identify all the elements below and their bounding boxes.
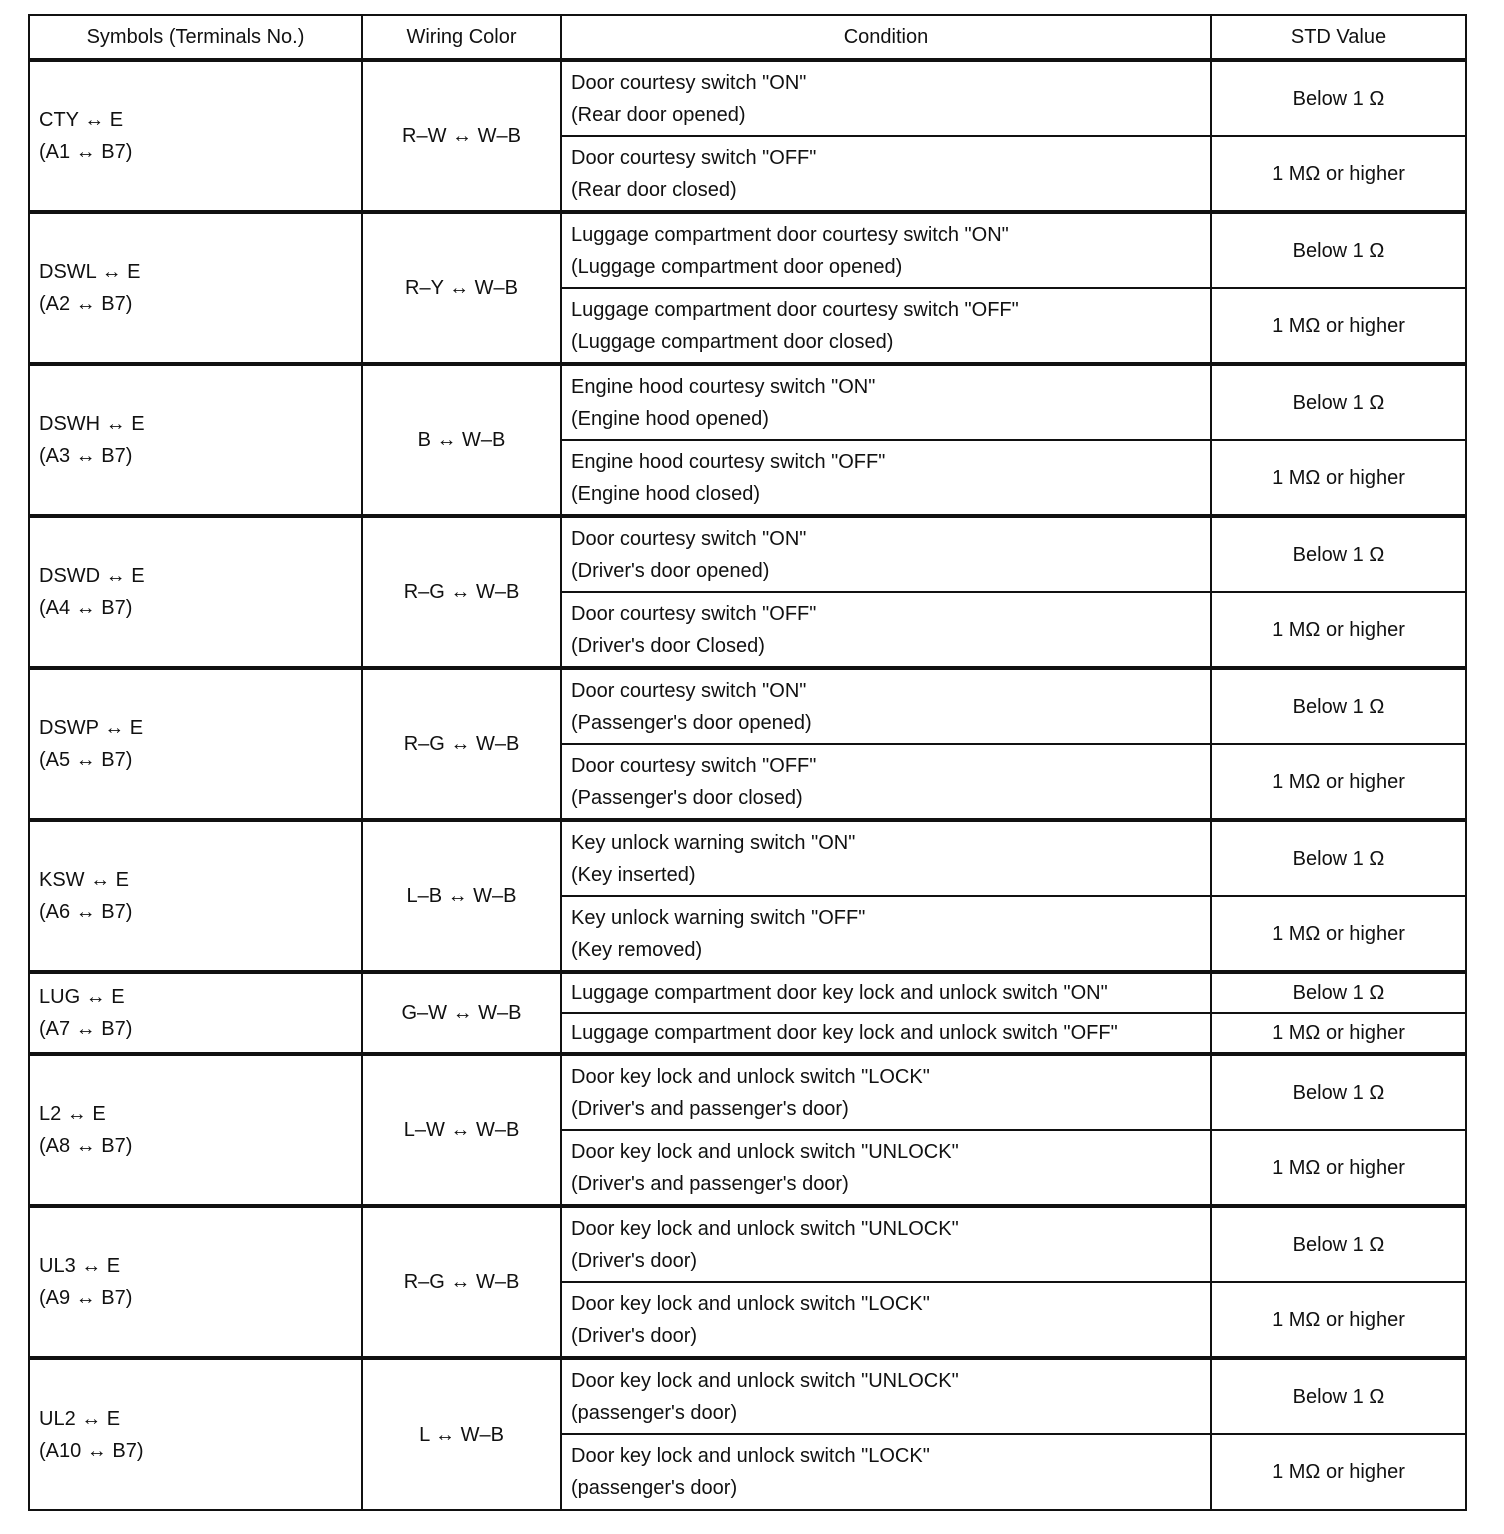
condition-text: Luggage compartment door courtesy switch "OFF" [571, 298, 1019, 321]
std-value-cell: Below 1 Ω [1211, 212, 1466, 288]
terminal-numbers: (A1 ↔ B7) [39, 141, 133, 163]
wiring-color-cell: R–G ↔ W–B [362, 668, 561, 820]
condition-cell [561, 1013, 1211, 1054]
wiring-color-cell: R–G ↔ W–B [362, 1206, 561, 1358]
table-row [29, 1054, 1466, 1130]
table-row [29, 516, 1466, 592]
condition-detail: (passenger's door) [571, 1401, 738, 1424]
symbol-label: KSW ↔ E [39, 869, 130, 891]
symbol-cell [29, 820, 362, 972]
condition-detail: (Key inserted) [571, 863, 696, 886]
condition-cell [561, 1434, 1211, 1510]
symbol-cell [29, 60, 362, 212]
wiring-color-cell: R–Y ↔ W–B [362, 212, 561, 364]
symbol-cell [29, 972, 362, 1054]
symbol-label: LUG ↔ E [39, 986, 125, 1008]
condition-text: Door courtesy switch "OFF" [571, 602, 817, 625]
condition-text: Door key lock and unlock switch "LOCK" [571, 1292, 930, 1315]
condition-cell [561, 1130, 1211, 1206]
condition-text: Door key lock and unlock switch "UNLOCK" [571, 1140, 959, 1163]
std-value-cell: 1 MΩ or higher [1211, 1130, 1466, 1206]
condition-detail: (Driver's door) [571, 1249, 698, 1272]
table-body [29, 60, 1466, 1510]
terminal-numbers: (A8 ↔ B7) [39, 1135, 133, 1157]
symbol-cell [29, 1206, 362, 1358]
condition-cell [561, 820, 1211, 896]
condition-detail: (Key removed) [571, 938, 703, 961]
terminal-numbers: (A4 ↔ B7) [39, 597, 133, 619]
terminal-inspection-table-container [28, 14, 1467, 1511]
condition-detail: (Luggage compartment door closed) [571, 330, 894, 353]
std-value-cell: Below 1 Ω [1211, 972, 1466, 1013]
terminal-inspection-table [28, 14, 1467, 1511]
condition-text: Luggage compartment door key lock and unlock switch "OFF" [571, 1022, 1118, 1044]
std-value-cell: 1 MΩ or higher [1211, 592, 1466, 668]
condition-text: Door courtesy switch "OFF" [571, 146, 817, 169]
condition-cell [561, 972, 1211, 1013]
header-condition: Condition [561, 15, 1211, 60]
condition-cell [561, 440, 1211, 516]
wiring-color-cell: B ↔ W–B [362, 364, 561, 516]
symbol-label: DSWH ↔ E [39, 413, 145, 435]
condition-cell [561, 896, 1211, 972]
condition-cell [561, 1358, 1211, 1434]
terminal-numbers: (A9 ↔ B7) [39, 1287, 133, 1309]
table-row [29, 60, 1466, 136]
std-value-cell: 1 MΩ or higher [1211, 1282, 1466, 1358]
condition-cell [561, 288, 1211, 364]
std-value-cell: 1 MΩ or higher [1211, 1013, 1466, 1054]
terminal-numbers: (A5 ↔ B7) [39, 749, 133, 771]
symbol-label: L2 ↔ E [39, 1103, 106, 1125]
symbol-cell [29, 1358, 362, 1510]
std-value-cell: Below 1 Ω [1211, 364, 1466, 440]
table-row [29, 820, 1466, 896]
condition-text: Door key lock and unlock switch "UNLOCK" [571, 1217, 959, 1240]
condition-cell [561, 1054, 1211, 1130]
wiring-color-cell: L ↔ W–B [362, 1358, 561, 1510]
std-value-cell: 1 MΩ or higher [1211, 440, 1466, 516]
condition-detail: (Rear door closed) [571, 178, 737, 201]
std-value-cell: Below 1 Ω [1211, 820, 1466, 896]
condition-detail: (Driver's door) [571, 1324, 698, 1347]
condition-cell [561, 1206, 1211, 1282]
condition-cell [561, 212, 1211, 288]
condition-cell [561, 364, 1211, 440]
wiring-color-cell: L–W ↔ W–B [362, 1054, 561, 1206]
condition-detail: (Driver's door opened) [571, 559, 770, 582]
std-value-cell: Below 1 Ω [1211, 1054, 1466, 1130]
symbol-label: UL3 ↔ E [39, 1255, 121, 1277]
condition-text: Door courtesy switch "ON" [571, 71, 807, 94]
condition-cell [561, 60, 1211, 136]
std-value-cell: 1 MΩ or higher [1211, 288, 1466, 364]
condition-detail: (Rear door opened) [571, 103, 746, 126]
std-value-cell: 1 MΩ or higher [1211, 744, 1466, 820]
table-row [29, 364, 1466, 440]
std-value-cell: Below 1 Ω [1211, 668, 1466, 744]
header-std-value: STD Value [1211, 15, 1466, 60]
std-value-cell: Below 1 Ω [1211, 1358, 1466, 1434]
symbol-label: UL2 ↔ E [39, 1407, 121, 1430]
condition-text: Door key lock and unlock switch "UNLOCK" [571, 1369, 959, 1392]
condition-cell [561, 668, 1211, 744]
table-row [29, 668, 1466, 744]
symbol-cell [29, 364, 362, 516]
condition-text: Door key lock and unlock switch "LOCK" [571, 1445, 930, 1467]
condition-text: Door courtesy switch "ON" [571, 527, 807, 550]
symbol-label: DSWP ↔ E [39, 717, 144, 739]
terminal-numbers: (A6 ↔ B7) [39, 901, 133, 923]
std-value-cell: Below 1 Ω [1211, 516, 1466, 592]
table-row [29, 1358, 1466, 1434]
condition-cell [561, 1282, 1211, 1358]
condition-text: Engine hood courtesy switch "OFF" [571, 450, 886, 473]
condition-text: Door courtesy switch "ON" [571, 679, 807, 702]
wiring-color-cell: R–W ↔ W–B [362, 60, 561, 212]
terminal-numbers: (A7 ↔ B7) [39, 1018, 133, 1040]
std-value-cell: 1 MΩ or higher [1211, 1434, 1466, 1510]
condition-detail: (Driver's and passenger's door) [571, 1172, 849, 1195]
condition-detail: (Passenger's door closed) [571, 786, 803, 809]
condition-detail: (Passenger's door opened) [571, 711, 812, 734]
terminal-numbers: (A2 ↔ B7) [39, 293, 133, 315]
terminal-numbers: (A3 ↔ B7) [39, 445, 133, 467]
condition-detail: (Engine hood closed) [571, 482, 761, 505]
std-value-cell: Below 1 Ω [1211, 1206, 1466, 1282]
wiring-color-cell: G–W ↔ W–B [362, 972, 561, 1054]
symbol-cell [29, 1054, 362, 1206]
std-value-cell: 1 MΩ or higher [1211, 896, 1466, 972]
condition-text: Luggage compartment door courtesy switch "ON" [571, 223, 1009, 246]
condition-text: Engine hood courtesy switch "ON" [571, 375, 876, 398]
header-wiring-color: Wiring Color [362, 15, 561, 60]
table-row [29, 972, 1466, 1013]
condition-text: Key unlock warning switch "ON" [571, 831, 856, 854]
symbol-label: DSWL ↔ E [39, 261, 141, 283]
terminal-numbers: (A10 ↔ B7) [39, 1439, 144, 1462]
wiring-color-cell: L–B ↔ W–B [362, 820, 561, 972]
symbol-label: CTY ↔ E [39, 109, 124, 131]
header-symbols: Symbols (Terminals No.) [29, 15, 362, 60]
condition-detail: (Engine hood opened) [571, 407, 769, 430]
table-header-row [29, 15, 1466, 60]
condition-text: Door courtesy switch "OFF" [571, 754, 817, 777]
table-row [29, 1206, 1466, 1282]
condition-detail: (passenger's door) [571, 1477, 738, 1499]
symbol-label: DSWD ↔ E [39, 565, 145, 587]
symbol-cell [29, 516, 362, 668]
condition-detail: (Driver's and passenger's door) [571, 1097, 849, 1120]
symbol-cell [29, 668, 362, 820]
condition-cell [561, 744, 1211, 820]
wiring-color-cell: R–G ↔ W–B [362, 516, 561, 668]
condition-detail: (Luggage compartment door opened) [571, 255, 903, 278]
condition-text: Key unlock warning switch "OFF" [571, 906, 866, 929]
condition-detail: (Driver's door Closed) [571, 634, 765, 657]
condition-cell [561, 136, 1211, 212]
condition-text: Luggage compartment door key lock and unlock switch "ON" [571, 982, 1108, 1004]
symbol-cell [29, 212, 362, 364]
condition-text: Door key lock and unlock switch "LOCK" [571, 1065, 930, 1088]
table-row [29, 212, 1466, 288]
std-value-cell: Below 1 Ω [1211, 60, 1466, 136]
condition-cell [561, 592, 1211, 668]
std-value-cell: 1 MΩ or higher [1211, 136, 1466, 212]
condition-cell [561, 516, 1211, 592]
